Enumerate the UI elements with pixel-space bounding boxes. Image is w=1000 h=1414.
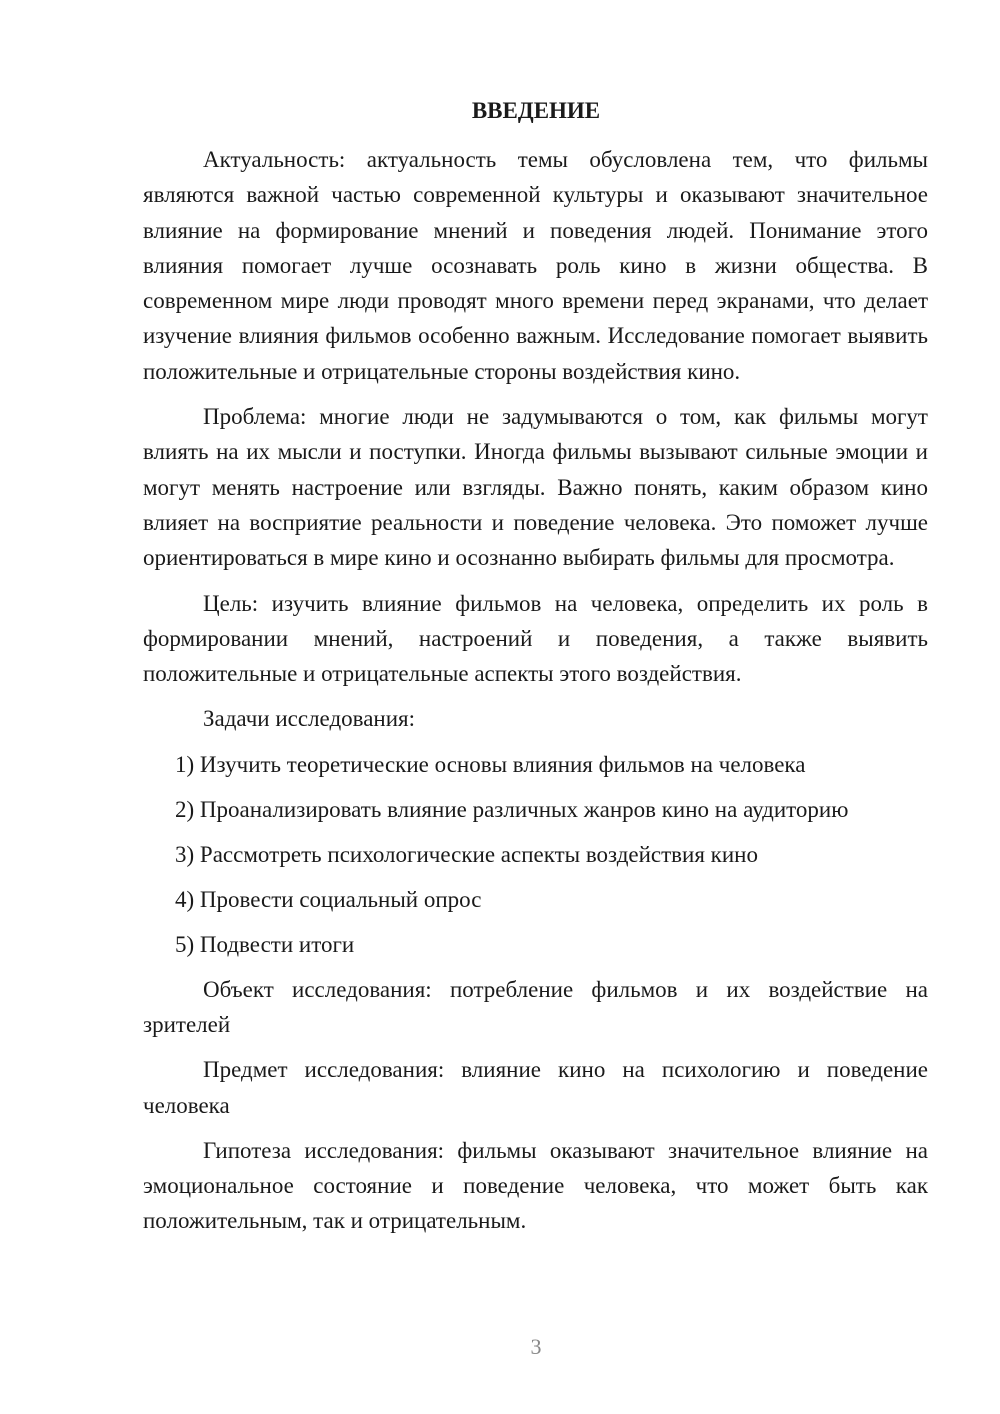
list-item: 3) Рассмотреть психологические аспекты воздействия кино xyxy=(175,841,758,867)
list-item: 2) Проанализировать влияние различных жанров кино на аудиторию xyxy=(175,796,849,822)
subject-paragraph: Предмет исследования: влияние кино на психологию и поведение человека xyxy=(143,1057,928,1118)
hypothesis-paragraph: Гипотеза исследования: фильмы оказывают значительное влияние на эмоциональное состояние и поведение человека, что может быть как положительным, так и отрицательным. xyxy=(143,1137,928,1234)
document-body xyxy=(143,142,928,1249)
object-paragraph: Объект исследования: потребление фильмов и их воздействие на зрителей xyxy=(143,976,928,1037)
tasks-heading: Задачи исследования: xyxy=(203,706,416,732)
list-item: 5) Подвести итоги xyxy=(175,931,355,957)
page-number: 3 xyxy=(530,1334,542,1359)
tasks-list xyxy=(143,747,928,962)
relevance-paragraph: Актуальность: актуальность темы обусловлена тем, что фильмы являются важной частью современной культуры и оказывают значительное влияние на формирование мнений и поведения людей. Понимание этого влияния помогает лучше осознавать роль кино в жизни общества. В современном мире люди проводят много времени перед экранами, что делает изучение влияния фильмов особенно важным. Исследование помогает выявить положительные и отрицательные стороны воздействия кино. xyxy=(143,147,928,384)
list-item: 1) Изучить теоретические основы влияния фильмов на человека xyxy=(175,751,806,777)
list-item: 4) Провести социальный опрос xyxy=(175,886,482,912)
goal-paragraph: Цель: изучить влияние фильмов на человека, определить их роль в формировании мнений, настроений и поведения, а также выявить положительные и отрицательные аспекты этого воздействия. xyxy=(143,590,928,687)
section-title: ВВЕДЕНИЕ xyxy=(471,98,601,123)
problem-paragraph: Проблема: многие люди не задумываются о том, как фильмы могут влиять на их мысли и поступки. Иногда фильмы вызывают сильные эмоции и могут менять настроение или взгляды. Важно понять, каким образом кино влияет на восприятие реальности и поведение человека. Это поможет лучше ориентироваться в мире кино и осознанно выбирать фильмы для просмотра. xyxy=(143,404,928,571)
